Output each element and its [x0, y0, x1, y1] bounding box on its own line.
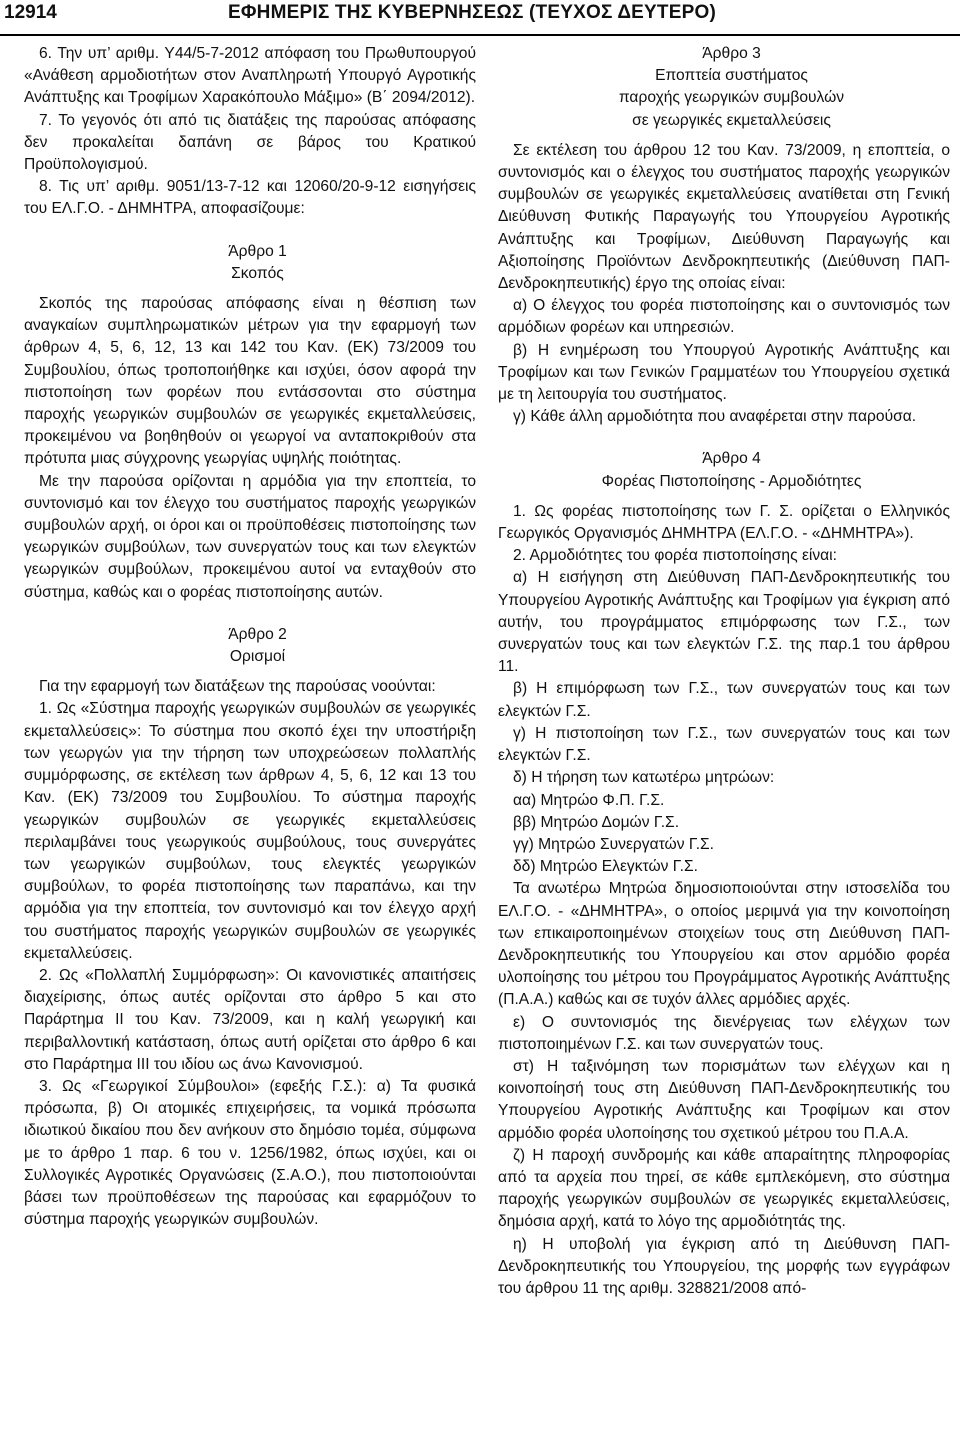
- article-3-subtitle-1: Εποπτεία συστήματος: [655, 67, 808, 85]
- article-4-item-z: ζ) Η παροχή συνδρομής και κάθε απαραίτητης πληροφορίας από τα αρχεία που τηρεί, σε κάθε εμπλεκόμενη, στο σύστημα παροχής γεωργικών συμβουλών σε γεωργικές εκμεταλλεύσεις, δημόσια αρχή, κατά το λόγο της αρμοδιότητάς της.: [498, 1146, 950, 1231]
- article-2-paragraph-2: 2. Ως «Πολλαπλή Συμμόρφωση»: Οι κανονιστικές απαιτήσεις διαχείρισης, όπως αυτές ορίζονται στο άρθρο 5 και στο Παράρτημα ΙΙ του Καν. 73/2009, και η καλή γεωργική και περιβαλλοντική κατάσταση, όπως αυτή ορίζεται στο άρθρο 6 και στο Παράρτημα ΙΙΙ του ιδίου ως άνω Κανονισμού.: [24, 966, 476, 1073]
- article-4-paragraph-1: 1. Ως φορέας πιστοποίησης των Γ. Σ. ορίζεται ο Ελληνικός Γεωργικός Οργανισμός ΔΗΜΗΤΡΑ (ΕΛ.Γ.Ο. - «ΔΗΜΗΤΡΑ»).: [498, 502, 950, 543]
- left-column: [24, 43, 476, 1231]
- article-2-paragraph-1: 1. Ως «Σύστημα παροχής γεωργικών συμβουλών σε γεωργικές εκμεταλλεύσεις»: Το σύστημα που σκοπό έχει την υποστήριξη των γεωργών για την τήρηση των υποχρεώσεων πολλαπλής συμμόρφωσης, σε εκτέλεση των άρθρων 4, 5, 6, 12 και 13 του Καν. (ΕΚ) 73/2009 του Συμβουλίου. Το σύστημα παροχής γεωργικών συμβουλών σε γεωργικές εκμεταλλεύσεις περιλαμβάνει τους γεωργικούς συμβούλους, τους συνεργάτες των γεωργικών συμβούλων, τους ελεγκτές γεωργικών συμβούλων, το φορέα πιστοποίησης των παραπάνω, και την αρμόδια για την εποπτεία, τον συντονισμό και τον έλεγχο αρχή του συστήματος παροχής γεωργικών συμβουλών σε γεωργικές εκμεταλλεύσεις.: [24, 700, 476, 962]
- article-4-title: Άρθρο 4: [702, 450, 761, 468]
- registry-aa: αα) Μητρώο Φ.Π. Γ.Σ.: [513, 791, 665, 809]
- registries-publication-text: Τα ανωτέρω Μητρώα δημοσιοποιούνται στην ιστοσελίδα του ΕΛ.Γ.Ο. - «ΔΗΜΗΤΡΑ», ο οποίος μεριμνά για την κοινοποίηση των επικαιροποιημένων στοιχείων τους στη Διεύθυνση ΠΑΠ-Δενδροκηπευτικής του Υπουργείου και στον αρμόδιο φορέα υλοποίησης του μέτρου του Προγράμματος Αγροτικής Ανάπτυξης (Π.Α.Α.) καθώς και σε τυχόν άλλες αρμόδιες αρχές.: [498, 880, 950, 1009]
- article-2-subtitle: Ορισμοί: [229, 648, 286, 666]
- article-3-title: Άρθρο 3: [702, 45, 761, 62]
- article-4-item-c: γ) Η πιστοποίηση των Γ.Σ., των συνεργατών τους και των ελεγκτών Γ.Σ.: [498, 724, 950, 765]
- article-4-item-st: στ) Η ταξινόμηση των πορισμάτων των ελέγχων και η κοινοποίησή τους στη Διεύθυνση ΠΑΠ-Δενδροκηπευτικής του Υπουργείου Αγροτικής Ανάπτυξης και Τροφίμων και στον αρμόδιο φορέα υλοποίησης του σχετικού μέτρου του Π.Α.Α.: [498, 1057, 950, 1142]
- article-2-intro: Για την εφαρμογή των διατάξεων της παρούσας νοούνται:: [39, 678, 436, 696]
- paragraph-6: 6. Την υπ’ αριθμ. Υ44/5-7-2012 απόφαση του Πρωθυπουργού «Ανάθεση αρμοδιοτήτων στον Αναπληρωτή Υπουργό Αγροτικής Ανάπτυξης και Τροφίμων Χαρακόπουλο Μάξιμο» (Β΄ 2094/2012).: [24, 45, 476, 107]
- article-3-item-c: γ) Κάθε άλλη αρμοδιότητα που αναφέρεται στην παρούσα.: [513, 408, 917, 426]
- paragraph-8: 8. Τις υπ’ αριθμ. 9051/13-7-12 και 12060/20-9-12 εισηγήσεις του ΕΛ.Γ.Ο. - ΔΗΜΗΤΡΑ, αποφασίζουμε:: [24, 178, 476, 218]
- article-4-paragraph-2: 2. Αρμοδιότητες του φορέα πιστοποίησης είναι:: [513, 547, 837, 565]
- article-1-title: Άρθρο 1: [228, 242, 287, 260]
- gazette-title: ΕΦΗΜΕΡΙΣ ΤΗΣ ΚΥΒΕΡΝΗΣΕΩΣ (ΤΕΥΧΟΣ ΔΕΥΤΕΡΟ): [228, 2, 716, 23]
- article-4-item-e: ε) Ο συντονισμός της διενέργειας των ελέγχων των πιστοποιημένων Γ.Σ. και των συνεργατών τους.: [498, 1013, 950, 1053]
- article-2-title: Άρθρο 2: [228, 625, 287, 643]
- article-1-subtitle: Σκοπός: [231, 264, 284, 282]
- registry-bb: ββ) Μητρώο Δομών Γ.Σ.: [513, 813, 680, 831]
- page-number: 12914: [4, 2, 57, 23]
- registry-dd: δδ) Μητρώο Ελεγκτών Γ.Σ.: [513, 858, 698, 876]
- article-2-paragraph-3: 3. Ως «Γεωργικοί Σύμβουλοι» (εφεξής Γ.Σ.): α) Τα φυσικά πρόσωπα, β) Οι ατομικές επιχειρήσεις, τα νομικά πρόσωπα ιδιωτικού δικαίου που δεν ανήκουν στο δημόσιο τομέα, σύμφωνα με το άρθρο 1 παρ. 6 του ν. 1256/1982, όπως ισχύει, και οι Συλλογικές Αγροτικές Οργανώσεις (Σ.Α.Ο.), που πιστοποιούνται βάσει των προϋποθέσεων της παρούσας και εφαρμόζουν το σύστημα παροχής γεωργικών συμβουλών.: [24, 1077, 476, 1229]
- article-3-subtitle-3: σε γεωργικές εκμεταλλεύσεις: [632, 111, 831, 129]
- page-header: [0, 0, 960, 40]
- article-4-item-b: β) Η επιμόρφωση των Γ.Σ., των συνεργατών τους και των ελεγκτών Γ.Σ.: [498, 680, 950, 720]
- article-4-item-a: α) Η εισήγηση στη Διεύθυνση ΠΑΠ-Δενδροκηπευτικής του Υπουργείου Αγροτικής Ανάπτυξης και Τροφίμων για έγκριση από αυτήν, του προγράμματος επιμόρφωσης των Γ.Σ., των συνεργατών τους και των ελεγκτών Γ.Σ. της παρ.1 του άρθρου 11.: [498, 569, 950, 676]
- paragraph-7: 7. Το γεγονός ότι από τις διατάξεις της παρούσας απόφασης δεν προκαλείται δαπάνη σε βάρος του Κρατικού Προϋπολογισμού.: [24, 111, 476, 174]
- article-3-item-b: β) Η ενημέρωση του Υπουργού Αγροτικής Ανάπτυξης και Τροφίμων και των Γενικών Γραμματέων του Υπουργείου σχετικά με τη λειτουργία του συστήματος.: [498, 341, 950, 404]
- article-4-subtitle: Φορέας Πιστοποίησης - Αρμοδιότητες: [601, 472, 862, 490]
- right-column: [498, 43, 950, 1300]
- article-1-paragraph-1: Σκοπός της παρούσας απόφασης είναι η θέσπιση των αναγκαίων συμπληρωματικών μέτρων για την εφαρμογή των άρθρων 4, 5, 6, 12, 13 και 142 του Καν. (ΕΚ) 73/2009 του Συμβουλίου, όπως τροποποιήθηκε και ισχύει, όσον αφορά την πιστοποίηση των φορέων που εντάσσονται στο σύστημα παροχής γεωργικών συμβουλών σε γεωργικές εκμεταλλεύσεις, προκειμένου να βοηθηθούν οι γεωργοί να ανταποκριθούν στα πρότυπα μιας σύγχρονης γεωργίας υψηλής ποιότητας.: [24, 295, 476, 468]
- header-rule: [0, 34, 960, 36]
- article-4-item-h: η) Η υποβολή για έγκριση από τη Διεύθυνση ΠΑΠ-Δενδροκηπευτικής του Υπουργείου, της μορφής των εγγράφων του άρθρου 11 της αριθμ. 328821/2008 από-: [498, 1235, 950, 1297]
- article-3-item-a: α) Ο έλεγχος του φορέα πιστοποίησης και ο συντονισμός των αρμόδιων φορέων και υπηρεσιών.: [498, 297, 950, 337]
- article-3-subtitle-2: παροχής γεωργικών συμβουλών: [618, 89, 845, 107]
- registry-gg: γγ) Μητρώο Συνεργατών Γ.Σ.: [513, 835, 715, 853]
- article-3-paragraph-1: Σε εκτέλεση του άρθρου 12 του Καν. 73/2009, η εποπτεία, ο συντονισμός και ο έλεγχος του συστήματος παροχής γεωργικών συμβουλών σε γεωργικές εκμεταλλεύσεις ανατίθεται στη Γενική Διεύθυνση Φυτικής Παραγωγής του Υπουργείου Αγροτικής Ανάπτυξης και Τροφίμων, Διεύθυνση Παραγωγής και Αξιοποίησης Προϊόντων Δενδροκηπευτικής (Διεύθυνση ΠΑΠ-Δενδροκηπευτικής) έργο της οποίας είναι:: [498, 141, 950, 293]
- article-4-item-d: δ) Η τήρηση των κατωτέρω μητρώων:: [513, 769, 775, 787]
- article-1-paragraph-2: Με την παρούσα ορίζονται η αρμόδια για την εποπτεία, το συντονισμό και τον έλεγχο του συστήματος παροχής γεωργικών συμβουλών αρχή, οι όροι και οι προϋποθέσεις πιστοποίησης των γεωργικών συμβούλων, των συνεργατών τους και των ελεγκτών γεωργικών συμβούλων, προκειμένου αυτοί να ενταχθούν στο σύστημα, καθώς και ο φορέας πιστοποίησης αυτών.: [24, 472, 476, 601]
